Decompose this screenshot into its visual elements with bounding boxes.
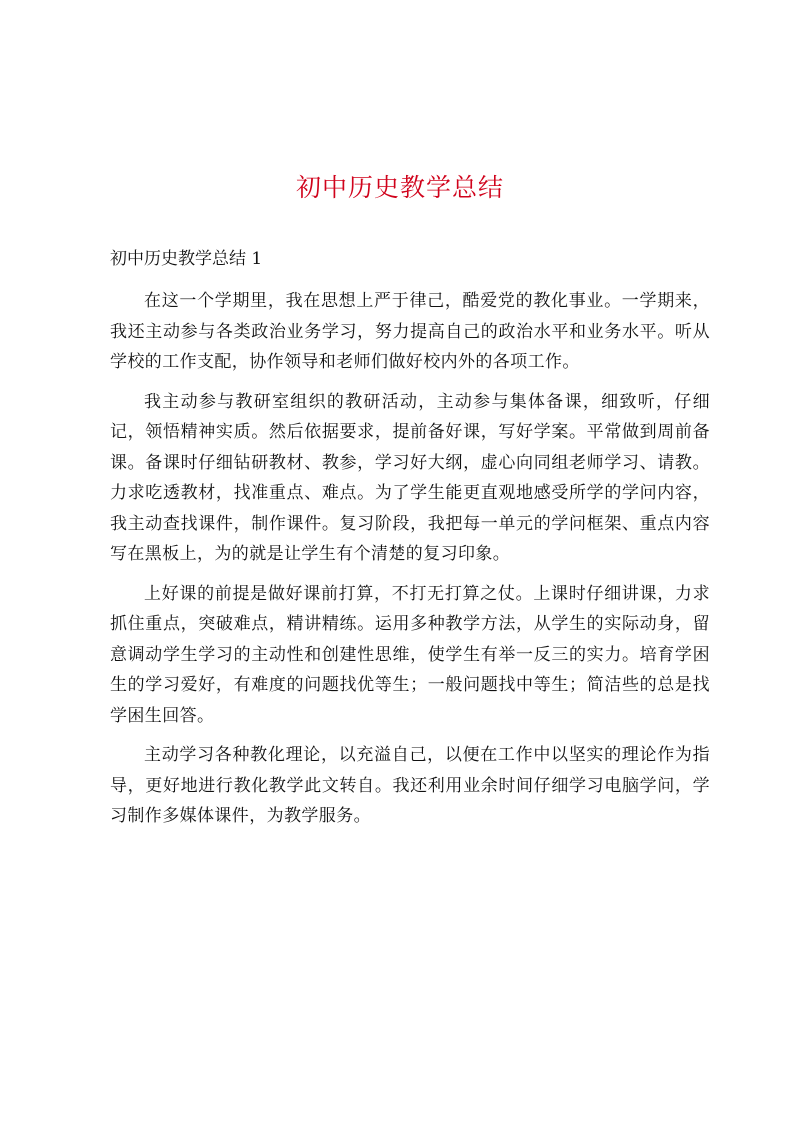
document-title: 初中历史教学总结 xyxy=(295,173,504,202)
paragraph-1: 在这一个学期里，我在思想上严于律己，酷爱党的教化事业。一学期来，我还主动参与各类政治业务学习，努力提高自己的政治水平和业务水平。听从学校的工作支配，协作领导和老师们做好校内外的各项工作。 xyxy=(110,291,710,372)
section-heading: 初中历史教学总结 1 xyxy=(110,249,263,269)
paragraph-4: 主动学习各种教化理论，以充溢自己，以便在工作中以坚实的理论作为指导，更好地进行教化教学此文转自。我还利用业余时间仔细学习电脑学问，学习制作多媒体课件，为教学服务。 xyxy=(110,745,710,826)
paragraph-3: 上好课的前提是做好课前打算，不打无打算之仗。上课时仔细讲课，力求抓住重点，突破难点，精讲精练。运用多种教学方法，从学生的实际动身，留意调动学生学习的主动性和创建性思维，使学生有举一反三的实力。培育学困生的学习爱好，有难度的问题找优等生；一般问题找中等生；简洁些的总是找学困生回答。 xyxy=(110,583,710,726)
paragraph-2: 我主动参与教研室组织的教研活动，主动参与集体备课，细致听，仔细记，领悟精神实质。然后依据要求，提前备好课，写好学案。平常做到周前备课。备课时仔细钻研教材、教参，学习好大纲，虚心向同组老师学习、请教。力求吃透教材，找准重点、难点。为了学生能更直观地感受所学的学问内容，我主动查找课件，制作课件。复习阶段，我把每一单元的学问框架、重点内容写在黑板上，为的就是让学生有个清楚的复习印象。 xyxy=(110,391,710,564)
document-body xyxy=(110,286,710,841)
